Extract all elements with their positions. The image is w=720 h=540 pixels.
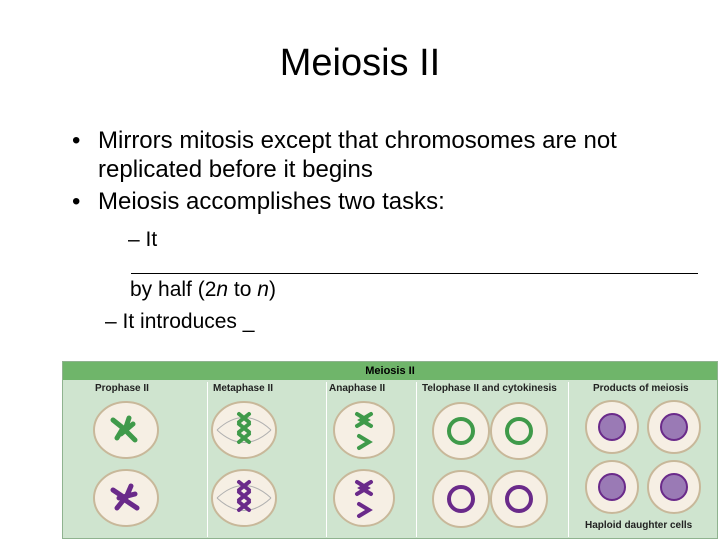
stage-label-products: Products of meiosis [593,383,689,394]
sub-bullet-text: It [145,228,158,251]
stage-label-prophase: Prophase II [95,383,149,394]
telophase-cells-top [421,400,561,462]
stage-label-metaphase: Metaphase II [213,383,274,394]
sub-bullet-text: It introduces _ [122,310,255,333]
prophase-cell-bottom [91,468,161,528]
text-part: ) [268,278,276,301]
anaphase-cell-bottom [331,468,397,528]
panel-divider [568,382,569,537]
fill-in-blank-line [131,273,698,274]
sub-bullet-2 [105,309,254,335]
anaphase-cell-top [331,400,397,460]
metaphase-cell-top [209,400,279,460]
slide-title: Meiosis II [279,42,441,84]
bullet-list [72,126,712,216]
italic-n: n [216,278,229,301]
bullet-text: Meiosis accomplishes two tasks: [98,188,445,215]
text-part: to [228,278,258,301]
italic-n: n [257,278,269,301]
panel-divider [416,382,417,537]
stage-label-telophase: Telophase II and cytokinesis [422,383,557,394]
telophase-cells-bottom [421,468,561,530]
bullet-item [72,187,712,216]
figure-title: Meiosis II [63,362,717,380]
sub-bullet-1-line2 [130,277,276,303]
metaphase-cell-bottom [209,468,279,528]
meiosis-ii-figure [62,361,718,539]
bullet-text: Mirrors mitosis except that chromosomes are not replicated before it begins [98,127,617,183]
haploid-daughter-cells [578,398,713,516]
stage-label-anaphase: Anaphase II [329,383,386,394]
bullet-item [72,126,712,184]
panel-divider [207,382,208,537]
panel-divider [326,382,327,537]
prophase-cell-top [91,400,161,460]
text-part: by half (2 [130,278,217,301]
bullet-dot: • [72,127,81,154]
dash: – [128,228,140,251]
sub-bullet-1-line1 [128,227,157,253]
bullet-dot: • [72,188,81,215]
figure-caption: Haploid daughter cells [585,520,693,531]
dash: – [105,310,117,333]
